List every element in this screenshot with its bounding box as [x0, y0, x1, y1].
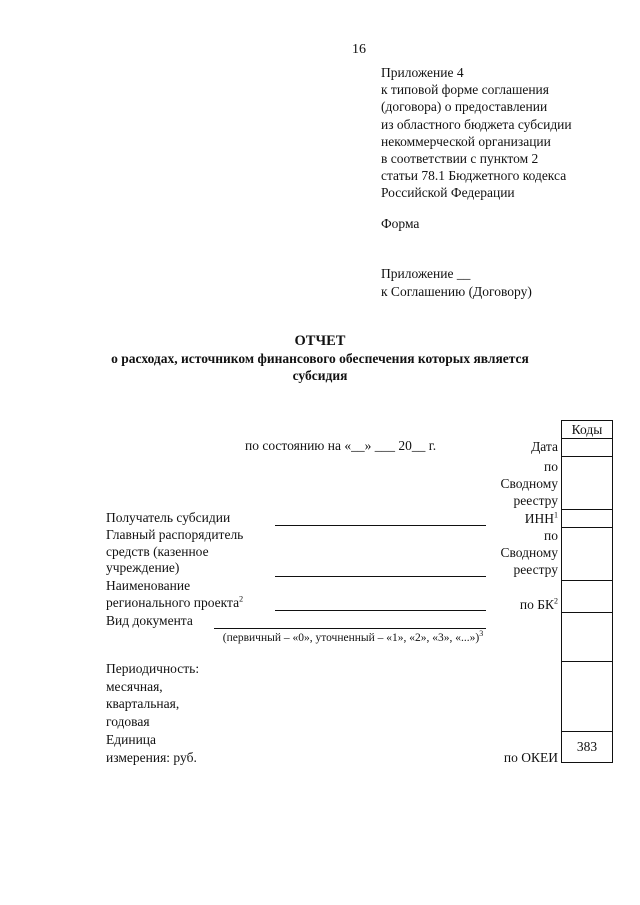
- code-cell-okei: 383: [562, 732, 613, 763]
- inn-label: ИНН$^1$: [524, 510, 558, 526]
- periodicity-label: Периодичность: месячная, квартальная, годовая: [106, 661, 200, 729]
- agreement-appendix-line: к Соглашению (Договору): [381, 283, 532, 299]
- appendix-line: в соответствии с пунктом 2: [381, 151, 539, 167]
- okei-label: по ОКЕИ: [503, 750, 558, 765]
- appendix-line: статьи 78.1 Бюджетного кодекса: [381, 168, 567, 184]
- project-underline: [275, 610, 486, 611]
- svod-reestr-label: по Сводному реестру: [500, 459, 558, 508]
- appendix-line: Приложение 4: [381, 65, 464, 80]
- report-title: ОТЧЕТ: [294, 333, 346, 349]
- codes-header: Коды: [562, 421, 613, 439]
- appendix-header: [381, 64, 572, 202]
- agreement-appendix: [381, 265, 532, 300]
- report-subtitle-line: субсидия: [292, 368, 348, 383]
- date-label: Дата: [531, 439, 558, 454]
- svod-reestr-label-2: по Сводному реестру: [500, 528, 558, 577]
- code-cell-bk: [562, 581, 613, 613]
- manager-label: Главный распорядитель средств (казенное учреждение): [106, 527, 244, 575]
- appendix-line: Российской Федерации: [381, 185, 515, 201]
- codes-table: [561, 420, 613, 763]
- code-cell-doc-type: [562, 613, 613, 662]
- manager-underline: [275, 576, 486, 577]
- code-cell-periodicity: [562, 662, 613, 732]
- agreement-appendix-line: Приложение __: [381, 266, 471, 281]
- recipient-label: Получатель субсидии: [106, 510, 231, 525]
- report-subtitle-line: о расходах, источником финансового обеспечения которых является: [111, 351, 529, 366]
- code-cell-inn: [562, 510, 613, 528]
- form-label: Форма: [381, 216, 420, 231]
- doc-type-note: (первичный – «0», уточненный – «1», «2», «3», «...»)$^3$: [222, 629, 484, 644]
- appendix-line: некоммерческой организации: [381, 133, 551, 149]
- appendix-line: (договора) о предоставлении: [381, 99, 548, 115]
- appendix-line: из областного бюджета субсидии: [381, 116, 572, 132]
- date-line: по состоянию на «__» ___ 20__ г.: [245, 438, 437, 453]
- report-subtitle: [0, 350, 640, 384]
- bk-label: по $БК^2$: [519, 596, 558, 612]
- appendix-line: к типовой форме соглашения: [381, 82, 549, 98]
- doc-type-label: Вид документа: [106, 613, 193, 628]
- recipient-underline: [275, 525, 486, 526]
- code-cell-svod2: [562, 528, 613, 581]
- code-cell-date: [562, 439, 613, 457]
- unit-label: Единица измерения: руб.: [106, 732, 197, 765]
- page-number: 16: [352, 42, 366, 57]
- project-label: Наименование регионального проекта$^2$: [106, 578, 244, 610]
- code-cell-svod1: [562, 457, 613, 510]
- doc-type-underline: [214, 628, 486, 629]
